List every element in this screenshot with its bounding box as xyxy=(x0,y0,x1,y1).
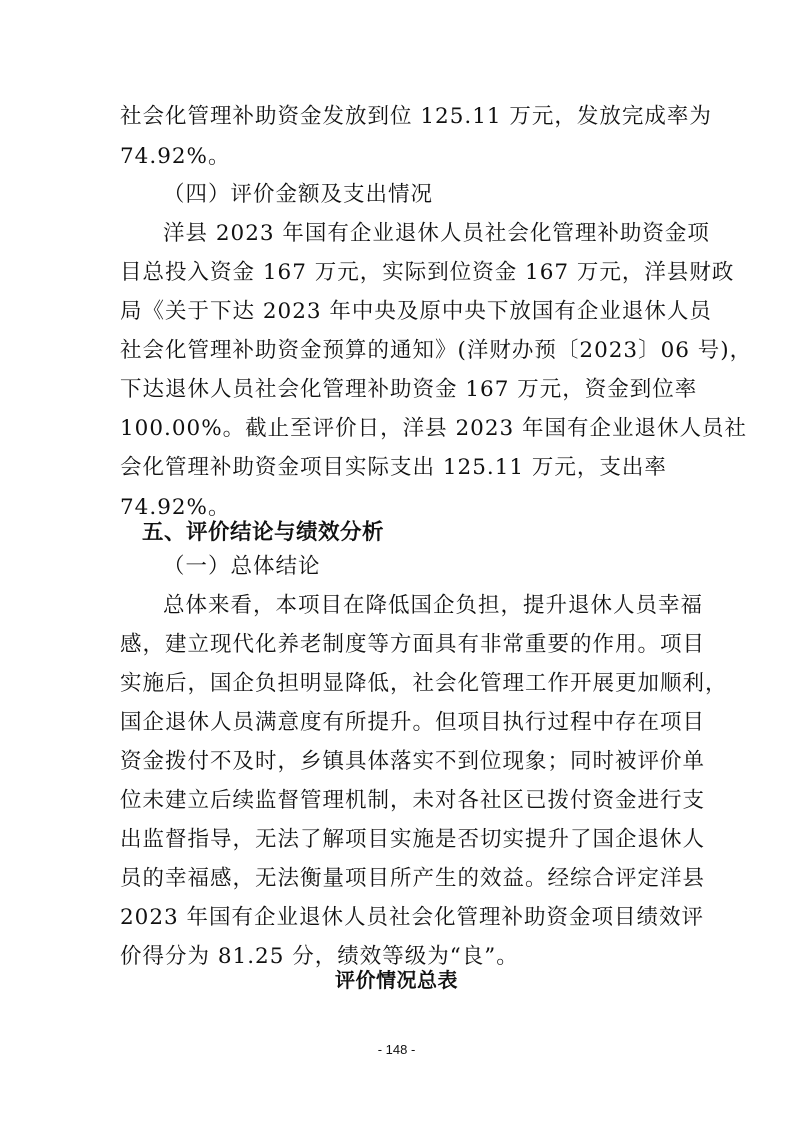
body-text-line: 感，建立现代化养老制度等方面具有非常重要的作用。项目 xyxy=(120,632,706,657)
body-text-line: 总体来看，本项目在降低国企负担，提升退休人员幸福 xyxy=(163,593,704,618)
body-text-line: 下达退休人员社会化管理补助资金 167 万元，资金到位率 xyxy=(120,377,698,402)
body-text-line: 洋县 2023 年国有企业退休人员社会化管理补助资金项 xyxy=(163,221,710,246)
body-text-line: 出监督指导，无法了解项目实施是否切实提升了国企退休人 xyxy=(120,827,706,852)
body-text-line: 位未建立后续监督管理机制，未对各社区已拨付资金进行支 xyxy=(120,788,706,813)
body-text-line: 100.00%。截止至评价日，洋县 2023 年国有企业退休人员社 xyxy=(120,416,748,441)
body-text-line: 社会化管理补助资金预算的通知》(洋财办预〔2023〕06 号)， xyxy=(120,338,753,363)
body-text-line: 员的幸福感，无法衡量项目所产生的效益。经综合评定洋县 xyxy=(120,866,706,891)
body-text-line: 局《关于下达 2023 年中央及原中央下放国有企业退休人员 xyxy=(120,299,712,324)
subsection-heading: （四）评价金额及支出情况 xyxy=(163,182,434,207)
body-text-line: 会化管理补助资金项目实际支出 125.11 万元，支出率 xyxy=(120,455,667,480)
body-text-line: 实施后，国企负担明显降低，社会化管理工作开展更加顺利， xyxy=(120,671,728,696)
body-text-line: 74.92%。 xyxy=(120,495,231,520)
body-text-line: 资金拨付不及时，乡镇具体落实不到位现象；同时被评价单 xyxy=(120,749,706,774)
subsection-heading: （一）总体结论 xyxy=(163,554,321,579)
body-text-line: 目总投入资金 167 万元，实际到位资金 167 万元，洋县财政 xyxy=(120,260,735,285)
body-text-line: 国企退休人员满意度有所提升。但项目执行过程中存在项目 xyxy=(120,710,706,735)
body-text-line: 价得分为 81.25 分，绩效等级为“良”。 xyxy=(120,944,519,969)
table-title: 评价情况总表 xyxy=(335,968,458,992)
section-heading: 五、评价结论与绩效分析 xyxy=(142,520,385,545)
page-number: - 148 - xyxy=(377,1042,416,1057)
body-text-line: 74.92%。 xyxy=(120,144,231,169)
body-text-line: 社会化管理补助资金发放到位 125.11 万元，发放完成率为 xyxy=(120,104,712,129)
body-text-line: 2023 年国有企业退休人员社会化管理补助资金项目绩效评 xyxy=(120,905,705,930)
